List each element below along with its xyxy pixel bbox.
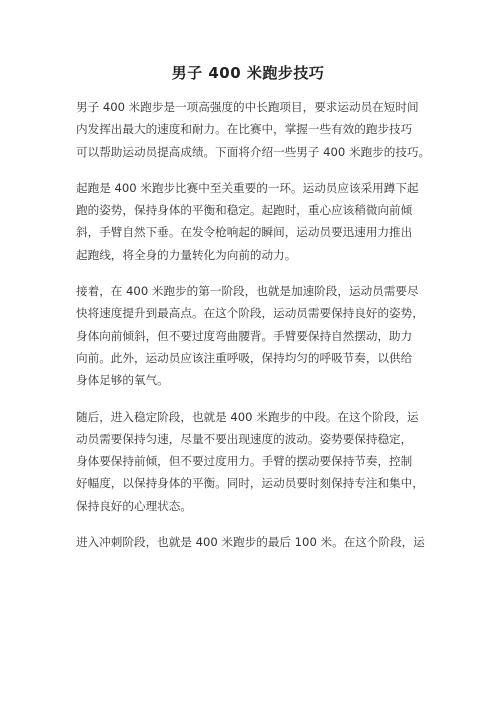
paragraph-line: 进入冲刺阶段，也就是 400 米跑步的最后 100 米。在这个阶段，运 (76, 535, 425, 550)
document-title: 男子 400 米跑步技巧 (171, 64, 325, 82)
paragraph-acceleration (76, 280, 438, 391)
paragraph-line: 向前。此外，运动员应该注重呼吸，保持均匀的呼吸节奏，以供给 (76, 350, 413, 365)
paragraph-line: 男子 400 米跑步是一项高强度的中长跑项目，要求运动员在短时间 (76, 100, 419, 114)
paragraph-line: 起跑线，将全身的力量转化为向前的动力。 (76, 247, 297, 262)
paragraph-line: 身体要保持前倾，但不要过度用力。手臂的摆动要保持节奏，控制 (76, 454, 413, 469)
paragraph-line: 可以帮助运动员提高成绩。下面将介绍一些男子 400 米跑步的技巧。 (76, 144, 431, 159)
paragraph-start (76, 177, 438, 266)
paragraph-steady (76, 406, 438, 517)
paragraph-line: 随后，进入稳定阶段，也就是 400 米跑步的中段。在这个阶段，运 (76, 409, 419, 424)
paragraph-line: 好幅度，以保持身体的平衡。同时，运动员要时刻保持专注和集中， (76, 476, 424, 491)
paragraph-sprint (76, 531, 438, 553)
paragraph-line: 接着，在 400 米跑步的第一阶段，也就是加速阶段，运动员需要尽 (76, 284, 419, 299)
paragraph-line: 保持良好的心理状态。 (76, 498, 192, 513)
paragraph-line: 身体足够的氧气。 (76, 373, 169, 388)
paragraph-line: 身体向前倾斜，但不要过度弯曲腰背。手臂要保持自然摆动，助力 (76, 328, 413, 343)
paragraph-line: 动员需要保持匀速，尽量不要出现速度的波动。姿势要保持稳定， (76, 431, 413, 446)
paragraph-line: 跑的姿势，保持身体的平衡和稳定。起跑时，重心应该稍微向前倾 (76, 203, 413, 218)
paragraph-line: 内发挥出最大的速度和耐力。在比赛中，掌握一些有效的跑步技巧 (76, 122, 413, 137)
paragraph-intro (76, 96, 438, 163)
document-body (76, 96, 438, 567)
paragraph-line: 斜，手臂自然下垂。在发令枪响起的瞬间，运动员要迅速用力推出 (76, 225, 413, 240)
paragraph-line: 快将速度提升到最高点。在这个阶段，运动员需要保持良好的姿势， (76, 306, 424, 321)
paragraph-line: 起跑是 400 米跑步比赛中至关重要的一环。运动员应该采用蹲下起 (76, 180, 419, 195)
